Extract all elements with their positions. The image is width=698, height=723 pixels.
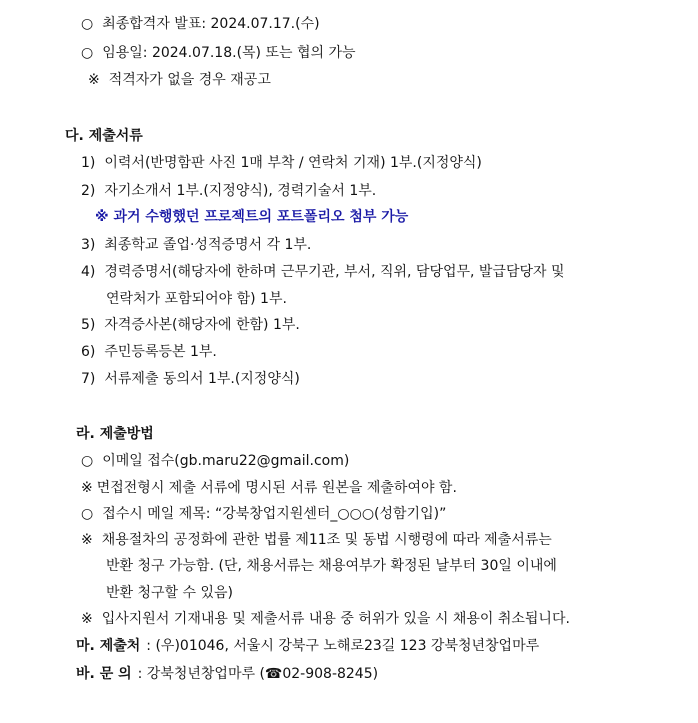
readvertise-note-line bbox=[88, 70, 271, 90]
reference-mark-icon: ※ bbox=[81, 480, 93, 496]
submission-address-text: : (우)01046, 서울시 강북구 노해로23길 123 강북청년창업마루 bbox=[146, 638, 540, 654]
item-text: 최종학교 졸업·성적증명서 각 1부. bbox=[104, 237, 312, 253]
original-documents-text: 면접전형시 제출 서류에 명시된 서류 원본을 제출하여야 함. bbox=[96, 480, 457, 496]
section-heading-method: 라. 제출방법 bbox=[76, 426, 154, 442]
readvertise-note-text: 적격자가 없을 경우 재공고 bbox=[108, 72, 271, 88]
section-label-address: 마. 제출처 bbox=[76, 638, 141, 654]
document-item-4-continued: 연락처가 포함되어야 함) 1부. bbox=[106, 291, 287, 307]
submission-address-line bbox=[76, 636, 539, 656]
item-text: 자격증사본(해당자에 한함) 1부. bbox=[104, 317, 300, 333]
mail-subject-text: 접수시 메일 제목: “강북창업지원센터_○○○(성함기입)” bbox=[102, 506, 447, 522]
reference-mark-icon: ※ bbox=[81, 532, 93, 548]
item-text: 서류제출 동의서 1부.(지정양식) bbox=[104, 371, 300, 387]
item-number: 4) bbox=[81, 264, 96, 280]
circle-bullet-icon: ○ bbox=[81, 16, 94, 32]
item-number: 2) bbox=[81, 183, 96, 199]
inquiry-line bbox=[76, 664, 378, 684]
document-item-7 bbox=[81, 369, 300, 389]
item-number: 7) bbox=[81, 371, 96, 387]
email-submission-text: 이메일 접수(gb.maru22@gmail.com) bbox=[102, 453, 350, 469]
appointment-date-text: 임용일: 2024.07.18.(목) 또는 협의 가능 bbox=[102, 45, 356, 61]
item-number: 5) bbox=[81, 317, 96, 333]
document-item-2 bbox=[81, 181, 376, 201]
announcement-date-line bbox=[81, 14, 320, 34]
email-submission-line bbox=[81, 451, 349, 471]
document-item-5 bbox=[81, 315, 300, 335]
document-item-1 bbox=[81, 153, 482, 173]
section-label-inquiry: 바. 문 의 bbox=[76, 666, 132, 682]
inquiry-text: : 강북청년창업마루 (☎02-908-8245) bbox=[137, 666, 379, 682]
circle-bullet-icon: ○ bbox=[81, 506, 94, 522]
document-item-6 bbox=[81, 342, 217, 362]
reference-mark-icon: ※ bbox=[88, 72, 100, 88]
item-number: 3) bbox=[81, 237, 96, 253]
false-information-text: 입사지원서 기재내용 및 제출서류 내용 중 허위가 있을 시 채용이 취소됩니다. bbox=[101, 611, 570, 627]
document-item-3 bbox=[81, 235, 311, 255]
item-number: 1) bbox=[81, 155, 96, 171]
announcement-date-text: 최종합격자 발표: 2024.07.17.(수) bbox=[102, 16, 320, 32]
item-number: 6) bbox=[81, 344, 96, 360]
false-information-note bbox=[81, 609, 570, 629]
fair-hiring-text: 채용절차의 공정화에 관한 법률 제11조 및 동법 시행령에 따라 제출서류는 bbox=[101, 532, 552, 548]
portfolio-note: ※ 과거 수행했던 프로젝트의 포트폴리오 첨부 가능 bbox=[95, 209, 409, 225]
item-text: 자기소개서 1부.(지정양식), 경력기술서 1부. bbox=[104, 183, 377, 199]
fair-hiring-continued-1: 반환 청구 가능함. (단, 채용서류는 채용여부가 확정된 날부터 30일 이내에 bbox=[106, 558, 557, 574]
item-text: 경력증명서(해당자에 한하며 근무기관, 부서, 직위, 담당업무, 발급담당자 및 bbox=[104, 264, 565, 280]
section-heading-documents: 다. 제출서류 bbox=[65, 128, 143, 144]
item-text: 주민등록등본 1부. bbox=[104, 344, 217, 360]
circle-bullet-icon: ○ bbox=[81, 45, 94, 61]
reference-mark-icon: ※ bbox=[81, 611, 93, 627]
circle-bullet-icon: ○ bbox=[81, 453, 94, 469]
mail-subject-line bbox=[81, 504, 446, 524]
fair-hiring-note bbox=[81, 530, 552, 550]
fair-hiring-continued-2: 반환 청구할 수 있음) bbox=[106, 585, 234, 601]
document-item-4 bbox=[81, 262, 565, 282]
item-text: 이력서(반명함판 사진 1매 부착 / 연락처 기재) 1부.(지정양식) bbox=[104, 155, 482, 171]
original-documents-note bbox=[81, 478, 457, 498]
appointment-date-line bbox=[81, 43, 356, 63]
